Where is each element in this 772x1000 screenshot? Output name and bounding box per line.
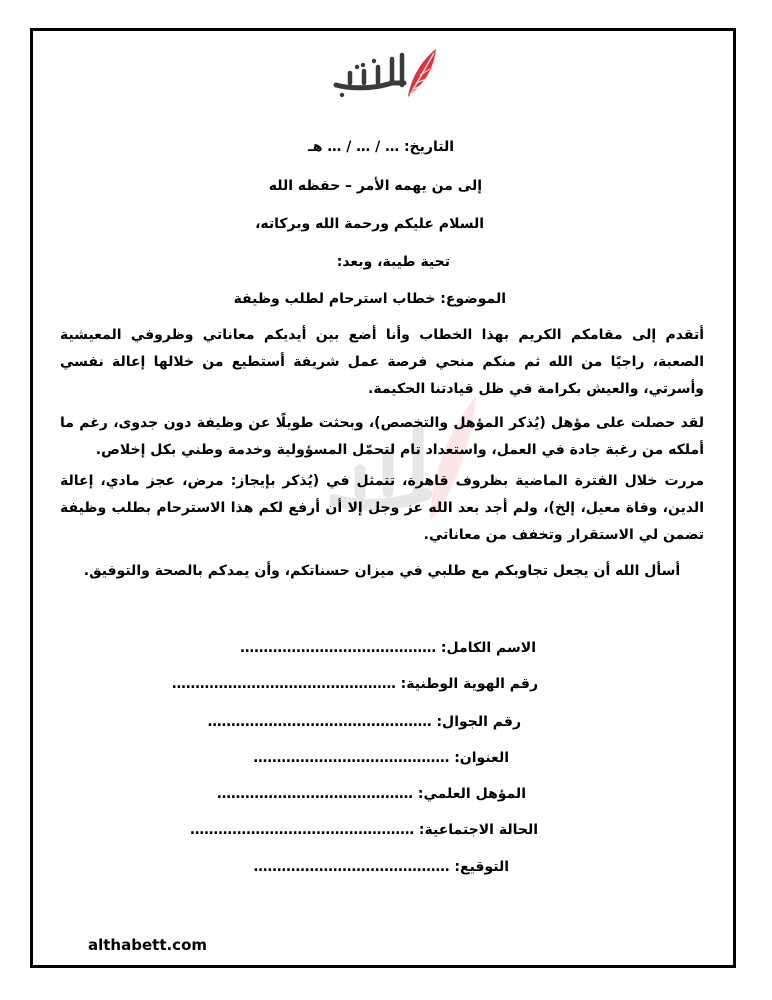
address-field: العنوان: …………………………………… (253, 750, 509, 766)
body-paragraph-1: أتقدم إلى مقامكم الكريم بهذا الخطاب وأنا أضع بين أيديكم معاناتي وظروفي المعيشية الصعبة، راجيًا من الله ثم منكم منحي فرصة عمل شريفة أستطيع من خلالها إعالة نفسي وأسرتي، والعيش بكرامة في ظل قيادتنا الحكيمة. (60, 327, 704, 397)
subject-line: الموضوع: خطاب استرحام لطلب وظيفة (233, 291, 506, 307)
brand-logo (330, 45, 442, 101)
feather-quill-icon (330, 45, 442, 101)
body-paragraph-2: لقد حصلت على مؤهل (يُذكر المؤهل والتخصص)، وبحثت طويلًا عن وظيفة دون جدوى، رغم ما أملكه من رغبة جادة في العمل، واستعداد تام لتحمّل المسؤولية وخدمة وطني بكل إخلاص. (60, 415, 704, 458)
body-paragraph-3: مررت خلال الفترة الماضية بظروف قاهرة، تتمثل في (يُذكر بإيجاز: مرض، عجز مادي، إعالة الدين، وفاة معيل، إلخ)، ولم أجد بعد الله عز وجل إلا أن أرفع لكم هذا الاسترحام بطلب وظيفة تضمن لي الاستقرار وتخفف من معاناتي. (60, 473, 704, 543)
mobile-field: رقم الجوال: ………………………………………… (207, 714, 521, 730)
body-paragraph-4: أسأل الله أن يجعل تجاوبكم مع طلبي في ميزان حسناتكم، وأن يمدكم بالصحة والتوفيق. (83, 563, 681, 579)
recipient-line: إلى من يهمه الأمر – حفظه الله (268, 178, 482, 194)
signature-field: التوقيع: …………………………………… (253, 859, 509, 875)
national-id-field: رقم الهوية الوطنية: ………………………………………… (171, 676, 538, 692)
full-name-field: الاسم الكامل: …………………………………… (240, 640, 536, 656)
website-footer[interactable]: althabett.com (88, 936, 208, 954)
salutation-line: تحية طيبة، وبعد: (336, 254, 450, 270)
marital-status-field: الحالة الاجتماعية: ………………………………………… (190, 822, 538, 838)
greeting-line: السلام عليكم ورحمة الله وبركاته، (255, 216, 484, 232)
qualification-field: المؤهل العلمي: …………………………………… (217, 786, 526, 802)
date-line: التاريخ: … / … / … هـ (308, 139, 454, 155)
